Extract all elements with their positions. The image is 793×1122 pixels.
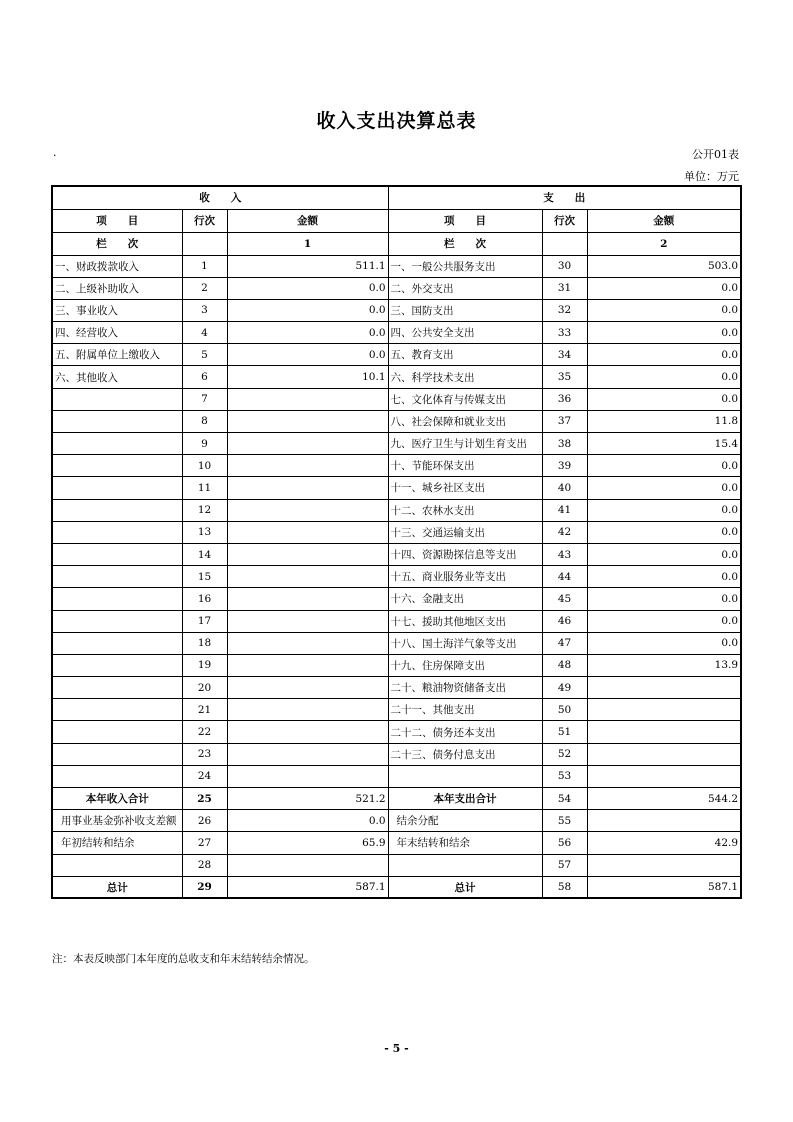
income-line-cell: 7 xyxy=(182,388,227,410)
income-item-cell xyxy=(52,765,182,787)
expense-line-cell: 58 xyxy=(542,876,587,898)
income-item-cell xyxy=(52,632,182,654)
income-line-cell: 11 xyxy=(182,477,227,499)
income-line-header: 行次 xyxy=(182,209,227,232)
income-amount-cell: 511.1 xyxy=(227,255,388,277)
income-line-cell: 5 xyxy=(182,344,227,366)
expense-line-cell: 56 xyxy=(542,832,587,854)
income-line-cell: 29 xyxy=(182,876,227,898)
income-amount-cell: 587.1 xyxy=(227,876,388,898)
table-row xyxy=(52,543,741,565)
income-amount-cell: 0.0 xyxy=(227,277,388,299)
income-amount-cell xyxy=(227,499,388,521)
expense-line-cell: 50 xyxy=(542,699,587,721)
income-amount-cell xyxy=(227,455,388,477)
expense-line-cell: 39 xyxy=(542,455,587,477)
expense-line-cell: 46 xyxy=(542,610,587,632)
table-row xyxy=(52,677,741,699)
income-line-cell: 10 xyxy=(182,455,227,477)
income-line-cell: 28 xyxy=(182,854,227,876)
table-row xyxy=(52,632,741,654)
expense-amount-cell: 0.0 xyxy=(587,521,741,543)
income-amount-cell xyxy=(227,433,388,455)
income-amount-cell xyxy=(227,521,388,543)
income-line-cell: 3 xyxy=(182,299,227,321)
expense-amount-cell: 0.0 xyxy=(587,299,741,321)
income-item-header: 项 目 xyxy=(52,209,182,232)
form-number: 公开01表 xyxy=(692,148,739,161)
table-row xyxy=(52,699,741,721)
expense-item-cell: 十三、交通运输支出 xyxy=(388,521,542,543)
income-line-cell: 13 xyxy=(182,521,227,543)
expense-column-number: 2 xyxy=(587,232,741,255)
expense-item-cell: 七、文化体育与传媒支出 xyxy=(388,388,542,410)
expense-amount-cell: 11.8 xyxy=(587,410,741,432)
income-amount-cell xyxy=(227,654,388,676)
income-amount-cell: 0.0 xyxy=(227,299,388,321)
table-row xyxy=(52,344,741,366)
table-row xyxy=(52,743,741,765)
expense-item-cell: 十二、农林水支出 xyxy=(388,499,542,521)
expense-amount-cell: 15.4 xyxy=(587,433,741,455)
income-item-cell xyxy=(52,654,182,676)
expense-amount-cell: 544.2 xyxy=(587,788,741,810)
expense-line-cell: 52 xyxy=(542,743,587,765)
expense-amount-cell xyxy=(587,810,741,832)
expense-item-cell: 六、科学技术支出 xyxy=(388,366,542,388)
income-amount-cell xyxy=(227,410,388,432)
table-row xyxy=(52,322,741,344)
expense-amount-cell: 0.0 xyxy=(587,610,741,632)
income-column-label: 栏 次 xyxy=(52,232,182,255)
table-row xyxy=(52,299,741,321)
income-item-cell xyxy=(52,477,182,499)
expense-item-cell: 十八、国土海洋气象等支出 xyxy=(388,632,542,654)
expense-amount-cell: 0.0 xyxy=(587,344,741,366)
expense-amount-cell: 0.0 xyxy=(587,499,741,521)
expense-line-cell: 37 xyxy=(542,410,587,432)
expense-amount-cell xyxy=(587,765,741,787)
income-item-cell xyxy=(52,433,182,455)
expense-line-cell: 44 xyxy=(542,566,587,588)
income-amount-cell xyxy=(227,699,388,721)
summary-table xyxy=(51,185,742,899)
income-line-cell: 8 xyxy=(182,410,227,432)
expense-amount-cell: 0.0 xyxy=(587,277,741,299)
footnote: 注：本表反映部门本年度的总收支和年末结转结余情况。 xyxy=(52,953,315,965)
expense-amount-cell: 587.1 xyxy=(587,876,741,898)
expense-item-cell: 本年支出合计 xyxy=(388,788,542,810)
income-item-cell: 二、上级补助收入 xyxy=(52,277,182,299)
expense-item-cell: 二十二、债务还本支出 xyxy=(388,721,542,743)
expense-amount-cell: 0.0 xyxy=(587,322,741,344)
income-line-cell: 1 xyxy=(182,255,227,277)
expense-item-cell: 二、外交支出 xyxy=(388,277,542,299)
income-amount-cell xyxy=(227,543,388,565)
expense-line-cell: 33 xyxy=(542,322,587,344)
expense-amount-cell: 0.0 xyxy=(587,588,741,610)
table-row xyxy=(52,499,741,521)
expense-item-cell: 八、社会保障和就业支出 xyxy=(388,410,542,432)
expense-item-cell: 一、一般公共服务支出 xyxy=(388,255,542,277)
page-title: 收入支出决算总表 xyxy=(316,110,477,132)
expense-item-cell: 十五、商业服务业等支出 xyxy=(388,566,542,588)
expense-line-cell: 32 xyxy=(542,299,587,321)
income-item-cell xyxy=(52,854,182,876)
table-row xyxy=(52,721,741,743)
expense-line-cell: 43 xyxy=(542,543,587,565)
expense-amount-cell: 0.0 xyxy=(587,388,741,410)
expense-line-cell: 36 xyxy=(542,388,587,410)
table-row xyxy=(52,366,741,388)
income-item-cell xyxy=(52,699,182,721)
expense-line-cell: 45 xyxy=(542,588,587,610)
expense-item-cell xyxy=(388,765,542,787)
table-row xyxy=(52,588,741,610)
income-item-cell: 五、附属单位上缴收入 xyxy=(52,344,182,366)
income-amount-cell xyxy=(227,721,388,743)
income-item-cell xyxy=(52,610,182,632)
income-line-cell: 16 xyxy=(182,588,227,610)
income-header: 收 入 xyxy=(52,186,388,209)
unit-label: 单位：万元 xyxy=(684,170,739,183)
expense-amount-cell xyxy=(587,854,741,876)
expense-amount-cell: 0.0 xyxy=(587,455,741,477)
expense-item-cell: 十、节能环保支出 xyxy=(388,455,542,477)
income-line-cell: 17 xyxy=(182,610,227,632)
expense-amount-cell: 0.0 xyxy=(587,477,741,499)
expense-line-cell: 40 xyxy=(542,477,587,499)
income-amount-cell: 10.1 xyxy=(227,366,388,388)
table-row xyxy=(52,854,741,876)
expense-item-cell: 二十一、其他支出 xyxy=(388,699,542,721)
income-item-cell xyxy=(52,543,182,565)
income-amount-cell xyxy=(227,588,388,610)
income-amount-cell xyxy=(227,610,388,632)
table-row xyxy=(52,521,741,543)
income-item-cell: 六、其他收入 xyxy=(52,366,182,388)
income-line-cell: 12 xyxy=(182,499,227,521)
income-line-cell: 24 xyxy=(182,765,227,787)
expense-item-cell: 总计 xyxy=(388,876,542,898)
income-line-cell: 14 xyxy=(182,543,227,565)
income-item-cell xyxy=(52,410,182,432)
income-amount-cell xyxy=(227,477,388,499)
expense-line-cell: 35 xyxy=(542,366,587,388)
income-line-cell: 2 xyxy=(182,277,227,299)
income-line-cell: 18 xyxy=(182,632,227,654)
income-amount-cell xyxy=(227,743,388,765)
table-row xyxy=(52,410,741,432)
income-item-cell xyxy=(52,588,182,610)
table-row xyxy=(52,277,741,299)
expense-item-cell: 五、教育支出 xyxy=(388,344,542,366)
expense-amount-cell xyxy=(587,699,741,721)
income-line-cell: 23 xyxy=(182,743,227,765)
expense-item-cell xyxy=(388,854,542,876)
income-line-cell: 26 xyxy=(182,810,227,832)
income-item-cell xyxy=(52,455,182,477)
income-line-cell: 20 xyxy=(182,677,227,699)
expense-line-cell: 48 xyxy=(542,654,587,676)
expense-amount-cell: 0.0 xyxy=(587,632,741,654)
income-item-cell: 一、财政拨款收入 xyxy=(52,255,182,277)
income-item-cell: 年初结转和结余 xyxy=(52,832,182,854)
income-amount-cell: 65.9 xyxy=(227,832,388,854)
income-item-cell xyxy=(52,521,182,543)
expense-line-cell: 42 xyxy=(542,521,587,543)
expense-item-cell: 结余分配 xyxy=(388,810,542,832)
expense-amount-cell xyxy=(587,743,741,765)
income-amount-header: 金额 xyxy=(227,209,388,232)
income-line-cell: 6 xyxy=(182,366,227,388)
expense-amount-cell: 42.9 xyxy=(587,832,741,854)
income-line-cell: 4 xyxy=(182,322,227,344)
expense-amount-cell xyxy=(587,721,741,743)
income-amount-cell xyxy=(227,765,388,787)
income-amount-cell xyxy=(227,388,388,410)
expense-line-cell: 55 xyxy=(542,810,587,832)
income-amount-cell: 521.2 xyxy=(227,788,388,810)
expense-line-cell: 57 xyxy=(542,854,587,876)
income-line-cell: 9 xyxy=(182,433,227,455)
table-row xyxy=(52,876,741,898)
expense-item-cell: 十六、金融支出 xyxy=(388,588,542,610)
expense-amount-cell: 0.0 xyxy=(587,543,741,565)
expense-item-cell: 二十、粮油物资储备支出 xyxy=(388,677,542,699)
expense-item-cell: 二十三、债务付息支出 xyxy=(388,743,542,765)
expense-line-cell: 30 xyxy=(542,255,587,277)
expense-line-cell: 51 xyxy=(542,721,587,743)
expense-item-cell: 十四、资源勘探信息等支出 xyxy=(388,543,542,565)
table-row xyxy=(52,788,741,810)
income-item-cell xyxy=(52,677,182,699)
table-row xyxy=(52,433,741,455)
income-item-cell xyxy=(52,566,182,588)
expense-amount-cell: 503.0 xyxy=(587,255,741,277)
income-amount-cell: 0.0 xyxy=(227,322,388,344)
expense-item-cell: 四、公共安全支出 xyxy=(388,322,542,344)
table-row xyxy=(52,455,741,477)
table-row xyxy=(52,255,741,277)
expense-item-cell: 三、国防支出 xyxy=(388,299,542,321)
table-row xyxy=(52,566,741,588)
expense-header: 支 出 xyxy=(388,186,741,209)
expense-item-cell: 年末结转和结余 xyxy=(388,832,542,854)
income-line-cell: 22 xyxy=(182,721,227,743)
empty-cell xyxy=(542,232,587,255)
dot-mark: . xyxy=(53,146,57,159)
income-item-cell xyxy=(52,743,182,765)
expense-amount-cell: 0.0 xyxy=(587,366,741,388)
income-item-cell xyxy=(52,721,182,743)
table-row xyxy=(52,477,741,499)
income-line-cell: 15 xyxy=(182,566,227,588)
expense-line-cell: 34 xyxy=(542,344,587,366)
expense-amount-cell xyxy=(587,677,741,699)
income-line-cell: 25 xyxy=(182,788,227,810)
expense-line-cell: 54 xyxy=(542,788,587,810)
income-item-cell xyxy=(52,499,182,521)
table-row xyxy=(52,388,741,410)
expense-item-cell: 十七、援助其他地区支出 xyxy=(388,610,542,632)
income-column-number: 1 xyxy=(227,232,388,255)
income-line-cell: 21 xyxy=(182,699,227,721)
income-amount-cell xyxy=(227,566,388,588)
expense-line-header: 行次 xyxy=(542,209,587,232)
expense-line-cell: 38 xyxy=(542,433,587,455)
expense-line-cell: 41 xyxy=(542,499,587,521)
income-amount-cell xyxy=(227,677,388,699)
table-row xyxy=(52,765,741,787)
income-amount-cell xyxy=(227,632,388,654)
expense-item-cell: 九、医疗卫生与计划生育支出 xyxy=(388,433,542,455)
income-line-cell: 19 xyxy=(182,654,227,676)
income-item-cell: 四、经营收入 xyxy=(52,322,182,344)
expense-amount-cell: 0.0 xyxy=(587,566,741,588)
expense-column-label: 栏 次 xyxy=(388,232,542,255)
income-item-cell: 本年收入合计 xyxy=(52,788,182,810)
expense-line-cell: 53 xyxy=(542,765,587,787)
income-amount-cell: 0.0 xyxy=(227,810,388,832)
expense-item-cell: 十一、城乡社区支出 xyxy=(388,477,542,499)
empty-cell xyxy=(182,232,227,255)
income-amount-cell xyxy=(227,854,388,876)
expense-line-cell: 31 xyxy=(542,277,587,299)
expense-line-cell: 47 xyxy=(542,632,587,654)
table-row xyxy=(52,832,741,854)
expense-item-cell: 十九、住房保障支出 xyxy=(388,654,542,676)
expense-amount-cell: 13.9 xyxy=(587,654,741,676)
table-row xyxy=(52,810,741,832)
expense-item-header: 项 目 xyxy=(388,209,542,232)
income-item-cell xyxy=(52,388,182,410)
table-row xyxy=(52,654,741,676)
expense-line-cell: 49 xyxy=(542,677,587,699)
expense-amount-header: 金额 xyxy=(587,209,741,232)
table-row xyxy=(52,610,741,632)
income-item-cell: 总计 xyxy=(52,876,182,898)
income-item-cell: 三、事业收入 xyxy=(52,299,182,321)
income-amount-cell: 0.0 xyxy=(227,344,388,366)
income-item-cell: 用事业基金弥补收支差额 xyxy=(52,810,182,832)
income-line-cell: 27 xyxy=(182,832,227,854)
page-number: - 5 - xyxy=(384,1042,409,1055)
